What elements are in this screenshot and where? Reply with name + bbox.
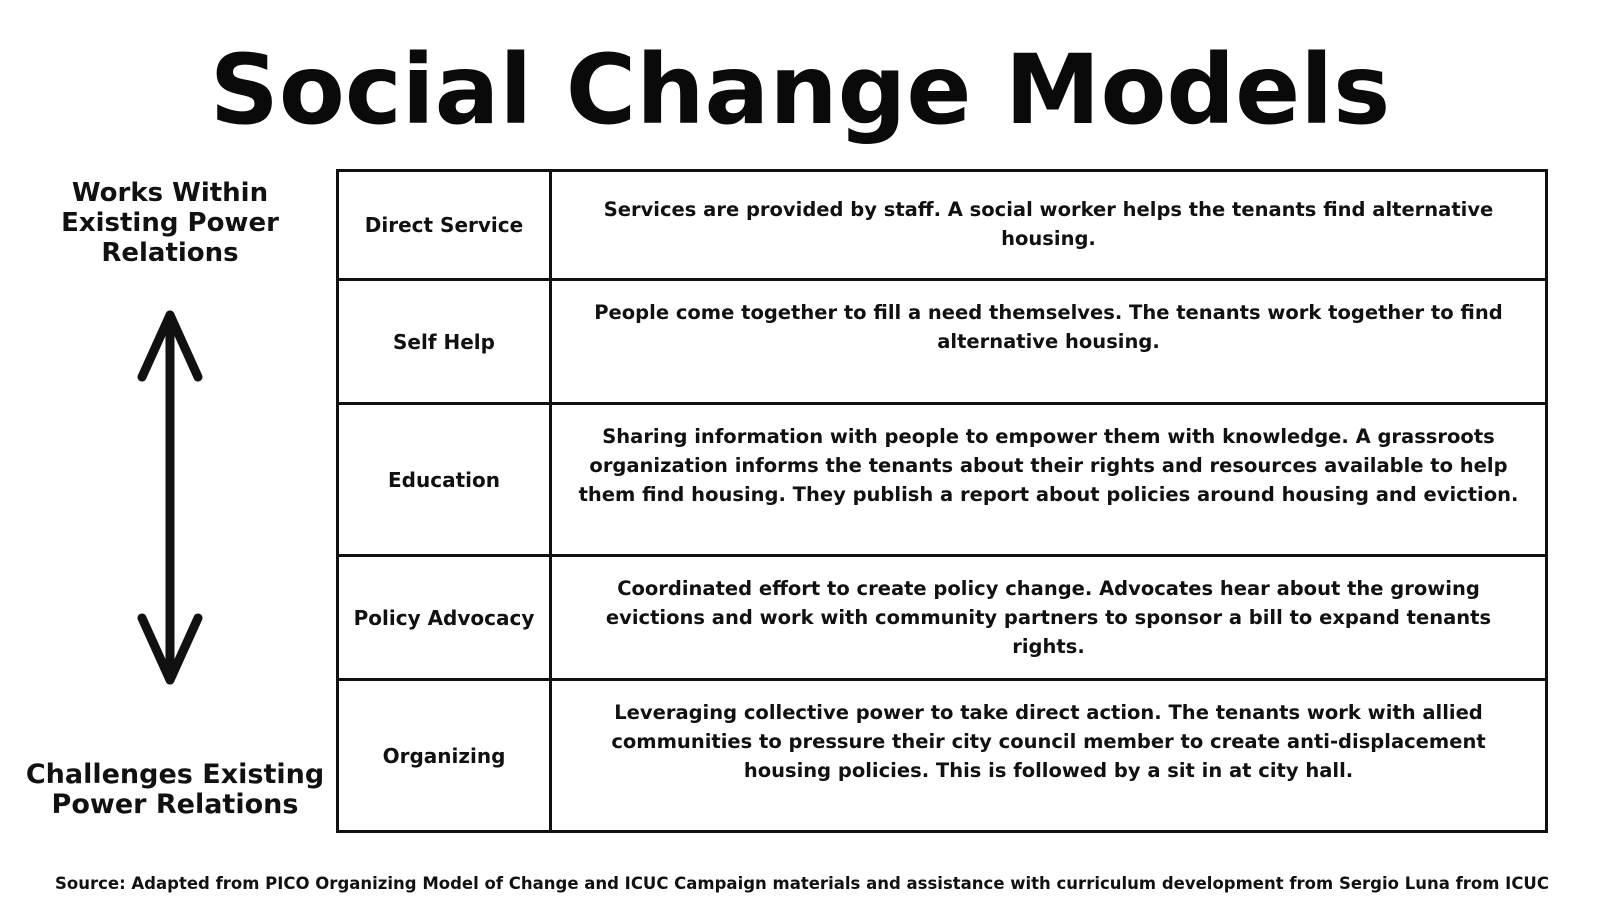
table-row (339, 554, 1545, 678)
model-name: Self Help (339, 281, 552, 402)
source-citation: Source: Adapted from PICO Organizing Model of Change and ICUC Campaign materials and assistance with curriculum development from Sergio Luna from ICUC (55, 874, 1549, 893)
model-description: Leveraging collective power to take direct action. The tenants work with allied communities to pressure their city council member to create anti-displacement housing policies. This is followed by a sit in at city hall. (611, 701, 1486, 782)
model-description: People come together to fill a need themselves. The tenants work together to find alternative housing. (594, 301, 1503, 353)
model-description: Sharing information with people to empower them with knowledge. A grassroots organization informs the tenants about their rights and resources available to help them find housing. They publish a report about policies around housing and eviction. (578, 425, 1519, 506)
axis-top-label: Works Within Existing Power Relations (61, 178, 279, 268)
page-title: Social Change Models (209, 34, 1391, 146)
table-row (339, 278, 1545, 402)
model-name: Policy Advocacy (339, 557, 552, 678)
axis-bottom-label: Challenges Existing Power Relations (25, 759, 325, 820)
table-row (339, 678, 1545, 830)
model-description: Coordinated effort to create policy change. Advocates hear about the growing evictions and work with community partners to sponsor a bill to expand tenants rights. (605, 577, 1492, 658)
double-headed-vertical-arrow-icon (130, 305, 210, 690)
model-name: Organizing (339, 681, 552, 830)
model-description: Services are provided by staff. A social worker helps the tenants find alternative housing. (603, 198, 1494, 250)
table-row (339, 172, 1545, 278)
models-table (336, 169, 1548, 833)
table-row (339, 402, 1545, 554)
model-name: Direct Service (339, 172, 552, 278)
model-name: Education (339, 405, 552, 554)
